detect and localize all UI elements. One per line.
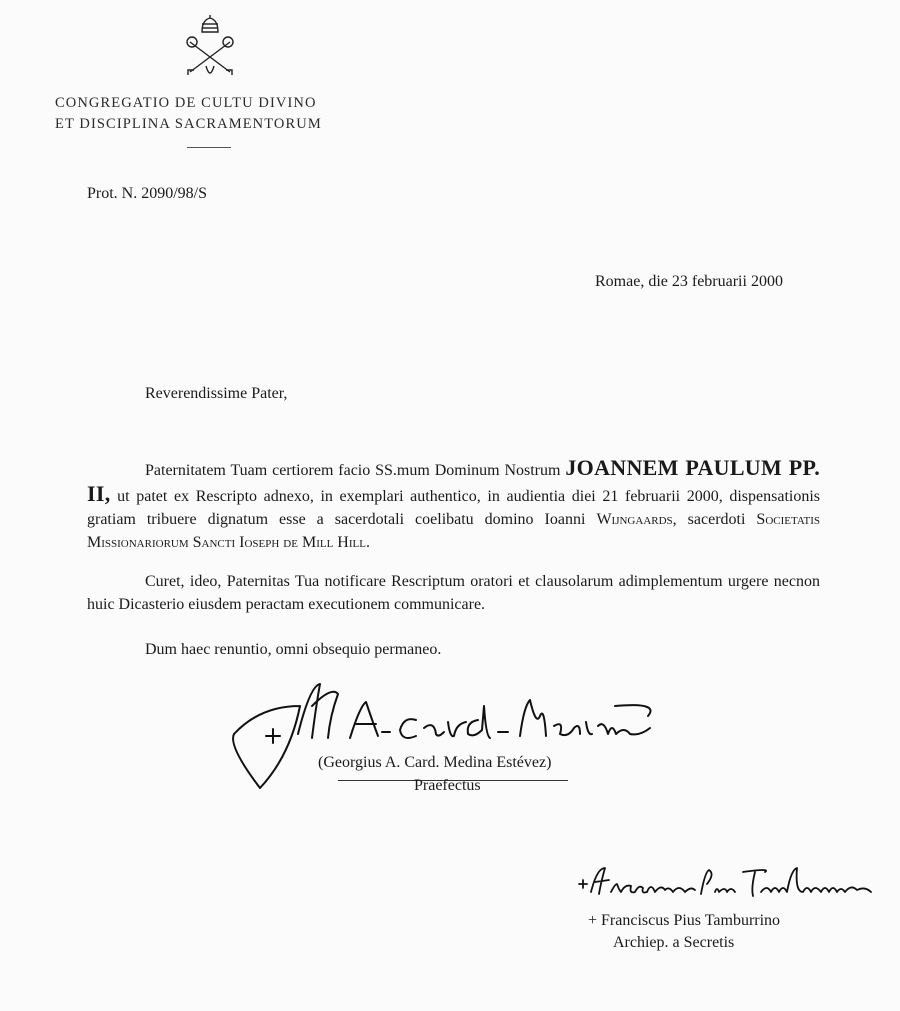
priest-surname: Wijngaards <box>596 511 673 528</box>
protocol-number: Prot. N. 2090/98/S <box>87 185 208 202</box>
paragraph-1-text-a: ut patet ex Rescripto adnexo, in exemplari authentico, in audientia diei 21 februarii 2000, dispensationis gratiam tribuere dignatum esse a sacerdotali coelibatu domino Ioanni <box>87 488 821 528</box>
paragraph-1 <box>87 456 820 554</box>
salutation: Reverendissime Pater, <box>145 385 288 402</box>
society-name: Societatis Missionariorum Sancti Ioseph de Mill Hill <box>87 511 821 551</box>
paragraph-3: Dum haec renuntio, omni obsequio permaneo. <box>145 641 442 658</box>
paragraph-1-text-b: , sacerdoti <box>672 511 746 528</box>
header-line-1: CONGREGATIO DE CULTU DIVINO <box>55 95 317 111</box>
letter-date: Romae, die 23 februarii 2000 <box>595 273 783 290</box>
secretary-title: Archiep. a Secretis <box>613 934 735 951</box>
header-divider <box>187 147 231 148</box>
prefect-name: (Georgius A. Card. Medina Estévez) <box>318 754 552 771</box>
paragraph-1-text-c: . <box>365 534 370 551</box>
prefect-title: Praefectus <box>414 777 481 794</box>
pope-name: JOANNEM PAULUM PP. II, <box>87 455 820 506</box>
header-line-2: ET DISCIPLINA SACRAMENTORUM <box>55 116 322 132</box>
secretary-name: + Franciscus Pius Tamburrino <box>588 912 781 929</box>
paragraph-2-text: Curet, ideo, Paternitas Tua notificare Rescriptum oratori et clausolarum adimplementum urgere necnon huic Dicasterio eiusdem peractam executionem communicare. <box>87 573 820 613</box>
paragraph-1-lead: Paternitatem Tuam certiorem facio SS.mum Dominum Nostrum <box>145 462 561 479</box>
paragraph-2 <box>87 570 820 616</box>
secretary-signature <box>575 862 885 912</box>
papal-keys-crest-icon <box>182 14 238 82</box>
